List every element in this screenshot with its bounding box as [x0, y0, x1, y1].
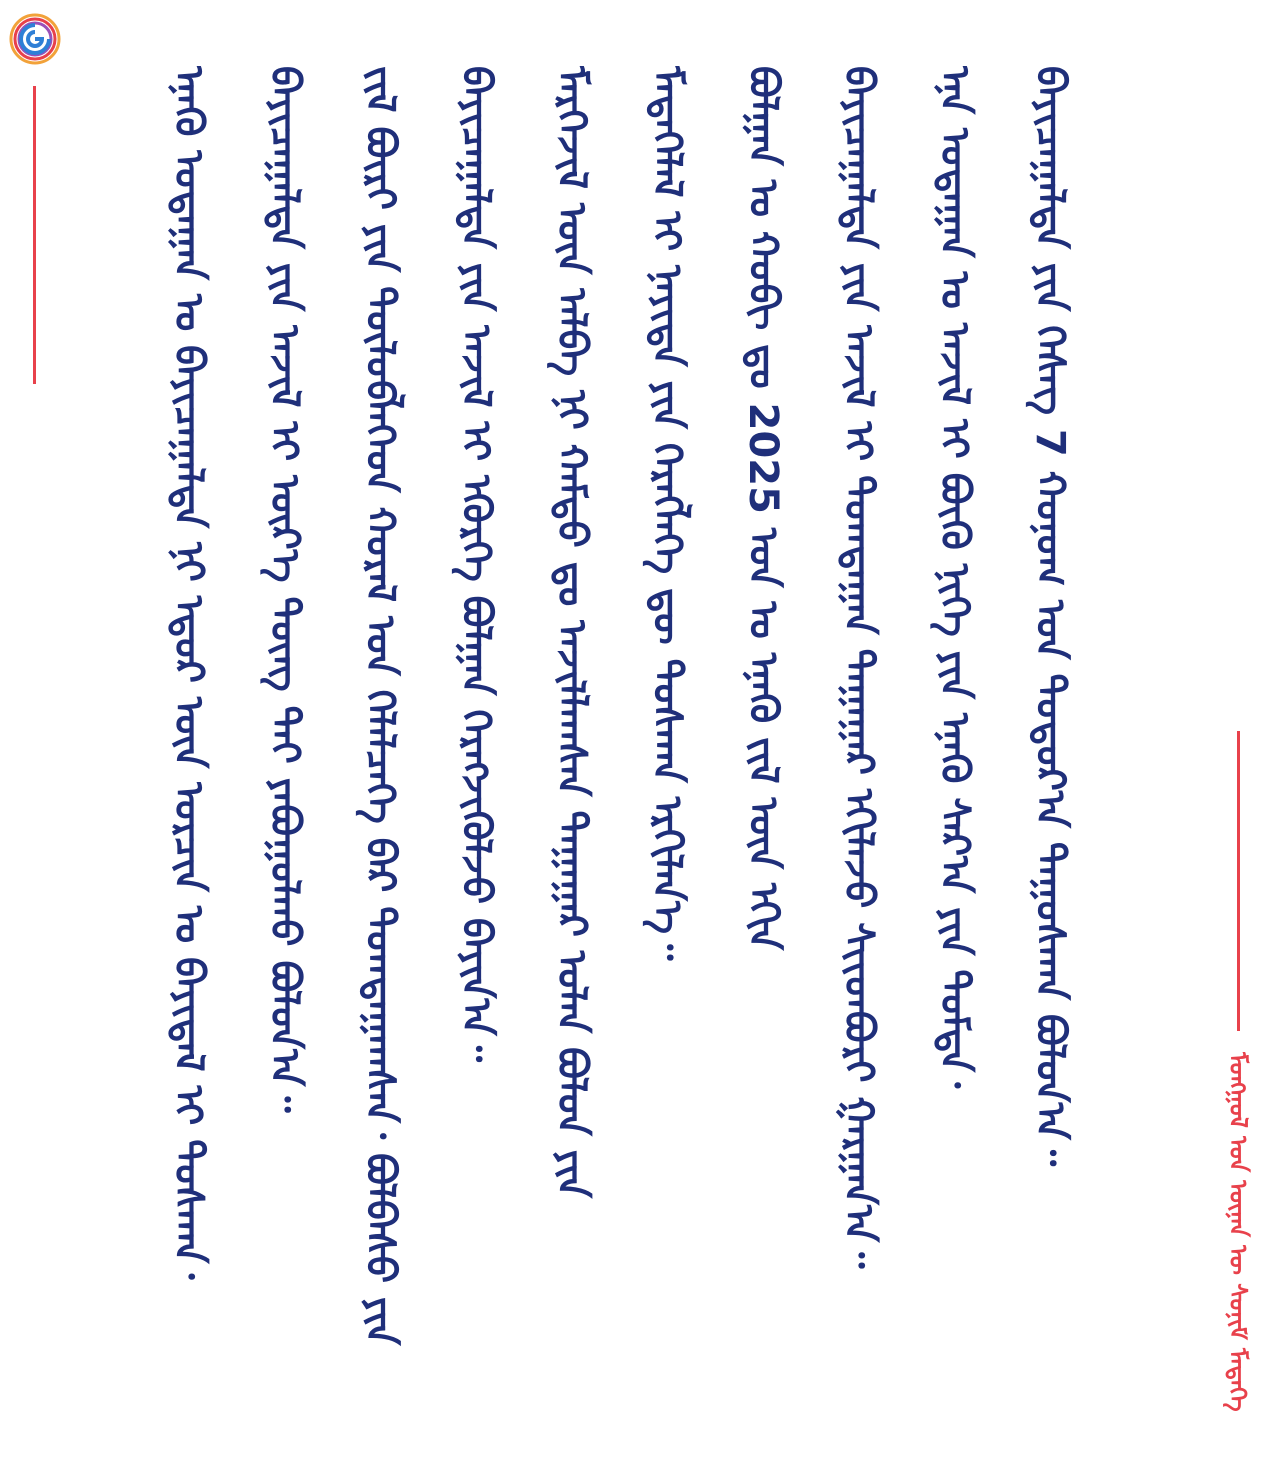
article-paragraph — [140, 66, 1145, 1436]
text-column-5: ᠮᠡᠷᠭᠡᠵᠢᠯ ᠦᠨ ᠠᠯᠪᠠ ᠨᠢ ᠬᠠᠮᠲᠤ ᠳᠤ ᠠᠵᠢᠯᠯᠠᠭᠰᠠᠨ ᠳᠠᠭᠠᠭᠠᠷ ᠣᠯᠠᠨ ᠪᠣᠯᠤᠨ ᠶᠢᠨ — [548, 66, 595, 1199]
text-column-7: ᠪᠣᠯᠭᠠᠨ ᠤ ᠬᠤᠪᠢ ᠳᠤ 2025 ᠣᠨ ᠤ ᠡᠨᠡᠬᠦ ᠵᠢᠯ ᠦᠨ ᠡᠬᠢᠨ — [739, 66, 786, 951]
text-column-8: ᠪᠠᠶᠢᠴᠠᠭᠠᠯᠲᠠ ᠶᠢᠨ ᠠᠵᠢᠯ ᠢ ᠲᠣᠭᠲᠠᠭᠠᠨ ᠳᠠᠭᠠᠭᠠᠷ ᠡᠬᠢᠯᠡᠵᠦ ᠰᠢᠢᠳᠪᠦᠷᠢ ᠭᠠᠷᠭᠠᠨ᠎ᠠ᠃ — [835, 66, 882, 1269]
text-column-3: ᠵᠢᠯ ᠪᠦᠷᠢ ᠶᠢᠨ ᠲᠥᠯᠥᠪᠯᠡᠭᠡᠳ ᠬᠤᠷᠠᠯ ᠤᠨ ᠬᠡᠯᠡᠯᠴᠡᠭᠡ ᠪᠠᠷ ᠲᠣᠭᠲᠠᠭᠠᠭᠰᠠᠨ᠂ ᠪᠣᠯᠪᠠᠰᠤ ᠶᠢᠨ — [357, 66, 404, 1346]
text-column-9: ᠡᠨᠡ ᠤᠳᠠᠭᠠᠨ ᠤ ᠠᠵᠢᠯ ᠢ ᠪᠦᠬᠦ ᠨᠢᠭᠡ ᠶᠢᠨ ᠡᠨᠡᠬᠦ ᠰᠠᠷ᠎ᠠ ᠶᠢᠨ ᠳᠤᠮᠳᠠ᠂ — [931, 66, 978, 1089]
brand-logo — [8, 12, 62, 66]
swirl-logo-icon — [8, 12, 62, 66]
text-column-1: ᠡᠨᠡᠬᠦ ᠤᠳᠠᠭᠠᠨ ᠤ ᠪᠠᠶᠢᠴᠠᠭᠠᠯᠲᠠ ᠨᠢ ᠡᠳᠦᠷ ᠦᠨ ᠣᠷᠴᠢᠨ ᠤ ᠪᠠᠶᠢᠳᠠᠯ ᠢ ᠲᠤᠰᠬᠠᠨ᠂ — [165, 66, 212, 1280]
text-column-2: ᠪᠠᠶᠢᠴᠠᠭᠠᠯᠲᠠ ᠶᠢᠨ ᠠᠵᠢᠯ ᠢ ᠦᠷ᠎ᠡ ᠳᠦᠩ ᠲᠡᠢ ᠶᠠᠪᠤᠭᠤᠯᠬᠤ ᠪᠣᠯᠤᠨ᠎ᠠ᠃ — [261, 66, 308, 1113]
text-column-4: ᠪᠠᠶᠢᠴᠠᠭᠠᠯᠲᠠ ᠶᠢᠨ ᠠᠵᠢᠯ ᠢ ᠡᠭᠦᠷᠭᠡ ᠪᠣᠯᠭᠠᠨ ᠬᠡᠷᠡᠭᠵᠢᠭᠦᠯᠵᠦ ᠪᠠᠶᠢᠨ᠎ᠠ᠃ — [452, 66, 499, 1062]
right-divider-line — [1237, 731, 1240, 1031]
text-column-6: ᠮᠡᠳᠡᠭᠡᠯᠡᠯ ᠢ ᠨᠡᠶᠢᠲᠡ ᠶᠢᠨ ᠬᠡᠷᠡᠭᠯᠡᠭᠡ ᠳᠦ ᠲᠤᠰᠬᠠᠨ ᠡᠷᠬᠢᠯᠡᠨ᠎ᠡ᠃ — [644, 66, 691, 961]
source-caption: ᠮᠣᠩᠭᠣᠯ ᠤᠨ ᠦᠨᠡᠨ ᠦ ᠰᠣᠨᠢᠮ ᠮᠡᠳᠡᠭᠡ — [1224, 1052, 1252, 1412]
text-column-10: ᠪᠠᠶᠢᠴᠠᠭᠠᠯᠲᠠ ᠶᠢᠨ ᠬᠡᠰᠡᠭ 7 ᠬᠣᠨᠤᠭ ᠤᠨ ᠳᠣᠲᠣᠷ᠎ᠠ ᠳᠠᠭᠤᠰᠬᠠᠨ ᠪᠣᠯᠤᠨ᠎ᠠ᠃ — [1027, 66, 1074, 1167]
left-divider-line — [33, 86, 36, 384]
